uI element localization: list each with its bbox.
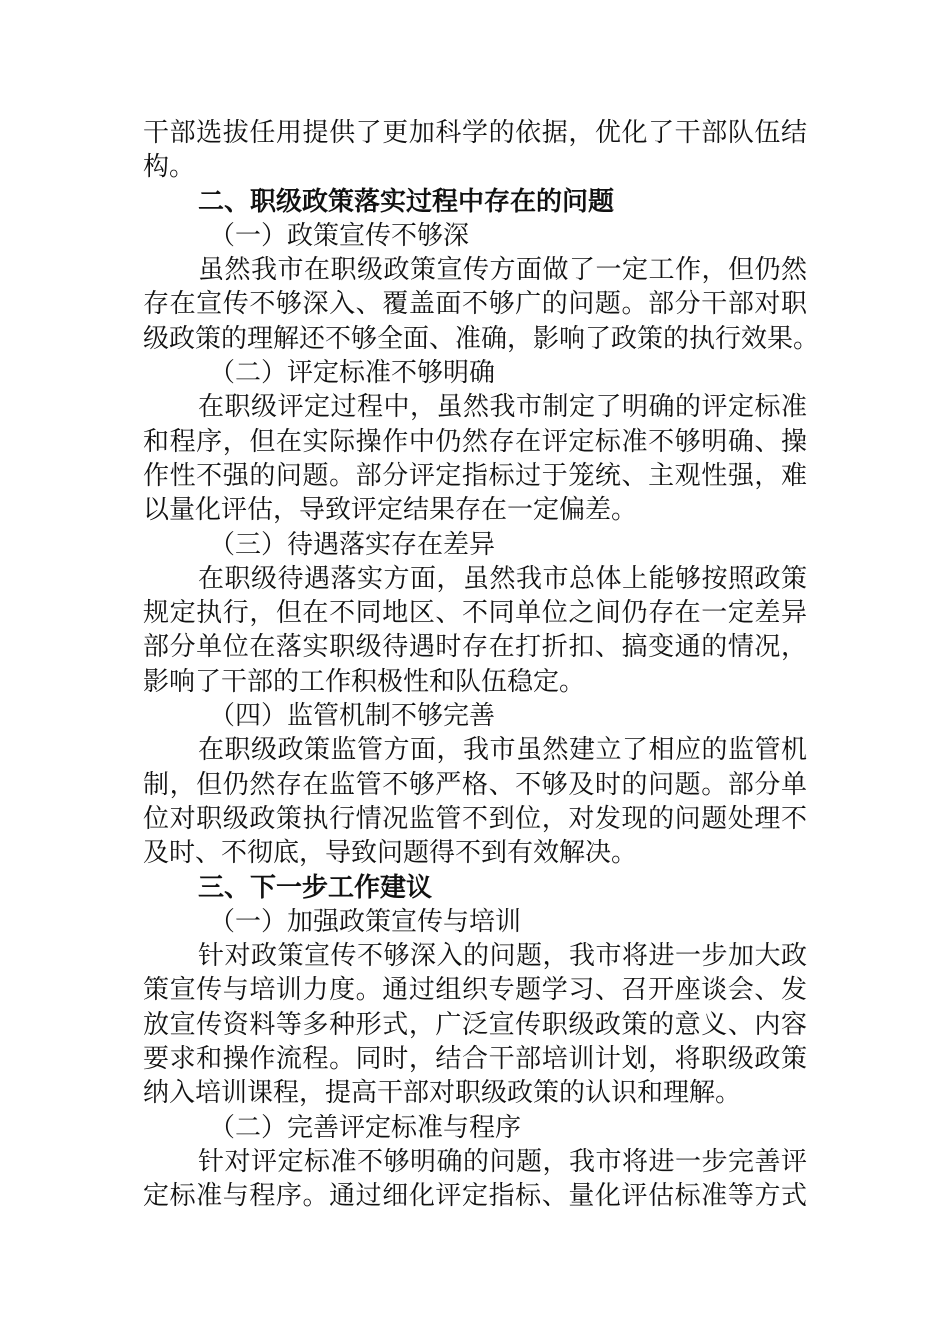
subsection-heading: （一）政策宣传不够深 — [209, 220, 470, 251]
text-line: 纳入培训课程，提高干部对职级政策的认识和理解。 — [143, 1078, 742, 1109]
text-line: 构。 — [143, 152, 196, 183]
text-line: 在职级待遇落实方面，虽然我市总体上能够按照政策 — [198, 563, 807, 594]
text-line: 影响了干部的工作积极性和队伍稳定。 — [143, 666, 586, 697]
text-line: 及时、不彻底，导致问题得不到有效解决。 — [143, 838, 638, 869]
subsection-heading: （二）评定标准不够明确 — [209, 358, 496, 389]
subsection-heading: （三）待遇落实存在差异 — [209, 529, 496, 560]
text-line: 针对评定标准不够明确的问题，我市将进一步完善评 — [198, 1146, 807, 1177]
text-line: 作性不强的问题。部分评定指标过于笼统、主观性强，难 — [143, 460, 807, 491]
section-heading: 三、下一步工作建议 — [198, 872, 433, 903]
text-line: 虽然我市在职级政策宣传方面做了一定工作，但仍然 — [198, 255, 807, 286]
text-line: 在职级评定过程中，虽然我市制定了明确的评定标准 — [198, 392, 807, 423]
text-line: 和程序，但在实际操作中仍然存在评定标准不够明确、操 — [143, 426, 807, 457]
text-line: 定标准与程序。通过细化评定指标、量化评估标准等方式 — [143, 1181, 807, 1212]
text-line: 存在宣传不够深入、覆盖面不够广的问题。部分干部对职 — [143, 289, 807, 320]
document-body — [143, 116, 820, 1214]
text-line: 要求和操作流程。同时，结合干部培训计划，将职级政策 — [143, 1044, 807, 1075]
subsection-heading: （二）完善评定标准与程序 — [209, 1112, 522, 1143]
text-line: 以量化评估，导致评定结果存在一定偏差。 — [143, 495, 638, 526]
text-line: 位对职级政策执行情况监管不到位，对发现的问题处理不 — [143, 803, 807, 834]
text-line: 规定执行，但在不同地区、不同单位之间仍存在一定差异 — [143, 598, 807, 629]
text-line: 针对政策宣传不够深入的问题，我市将进一步加大政 — [198, 941, 807, 972]
text-line: 在职级政策监管方面，我市虽然建立了相应的监管机 — [198, 735, 807, 766]
text-line: 制，但仍然存在监管不够严格、不够及时的问题。部分单 — [143, 769, 807, 800]
subsection-heading: （四）监管机制不够完善 — [209, 701, 496, 732]
text-line: 干部选拔任用提供了更加科学的依据，优化了干部队伍结 — [143, 118, 807, 148]
subsection-heading: （一）加强政策宣传与培训 — [209, 906, 522, 937]
text-line: 策宣传与培训力度。通过组织专题学习、召开座谈会、发 — [143, 975, 807, 1006]
text-line: 放宣传资料等多种形式，广泛宣传职级政策的意义、内容 — [143, 1009, 807, 1040]
text-line: 部分单位在落实职级待遇时存在打折扣、搞变通的情况， — [143, 632, 807, 663]
section-heading: 二、职级政策落实过程中存在的问题 — [198, 186, 615, 217]
text-line: 级政策的理解还不够全面、准确，影响了政策的执行效果。 — [143, 323, 820, 354]
